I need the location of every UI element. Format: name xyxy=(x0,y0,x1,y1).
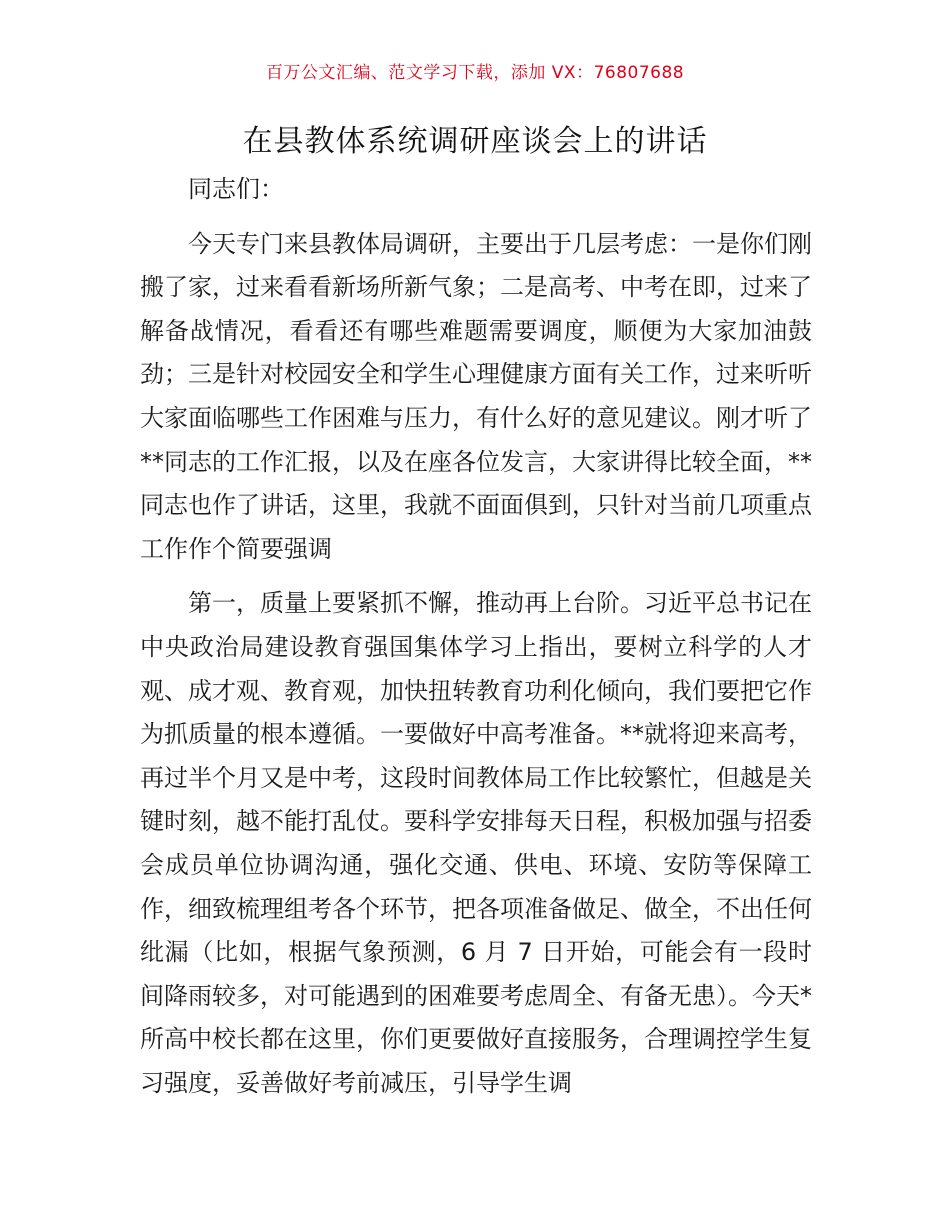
salutation: 同志们： xyxy=(188,175,284,203)
paragraph-quality: 第一，质量上要紧抓不懈，推动再上台阶。习近平总书记在中央政治局建设教育强国集体学习上指出，要树立科学的人才观、成才观、教育观，加快扭转教育功利化倾向，我们要把它作为抓质量的根本遵循。一要做好中高考准备。**就将迎来高考，再过半个月又是中考，这段时间教体局工作比较繁忙，但越是关键时刻，越不能打乱仗。要科学安排每天日程，积极加强与招委会成员单位协调沟通，强化交通、供电、环境、安防等保障工作，细致梳理组考各个环节，把各项准备做足、做全，不出任何纰漏（比如，根据气象预测，6 月 7 日开始，可能会有一段时间降雨较多，对可能遇到的困难要考虑周全、有备无患）。今天*所高中校长都在这里，你们更要做好直接服务，合理调控学生复习强度，妥善做好考前减压，引导学生调 xyxy=(140,589,812,1097)
document-title: 在县教体系统调研座谈会上的讲话 xyxy=(242,124,708,159)
document-body xyxy=(140,168,812,1105)
watermark-header: 百万公文汇编、范文学习下载，添加 VX：76807688 xyxy=(265,63,685,83)
paragraph-intro: 今天专门来县教体局调研，主要出于几层考虑：一是你们刚搬了家，过来看看新场所新气象；二是高考、中考在即，过来了解备战情况，看看还有哪些难题需要调度，顺便为大家加油鼓劲；三是针对校园安全和学生心理健康方面有关工作，过来听听大家面临哪些工作困难与压力，有什么好的意见建议。刚才听了**同志的工作汇报，以及在座各位发言，大家讲得比较全面，**同志也作了讲话，这里，我就不面面俱到，只针对当前几项重点工作作个简要强调 xyxy=(140,229,812,563)
